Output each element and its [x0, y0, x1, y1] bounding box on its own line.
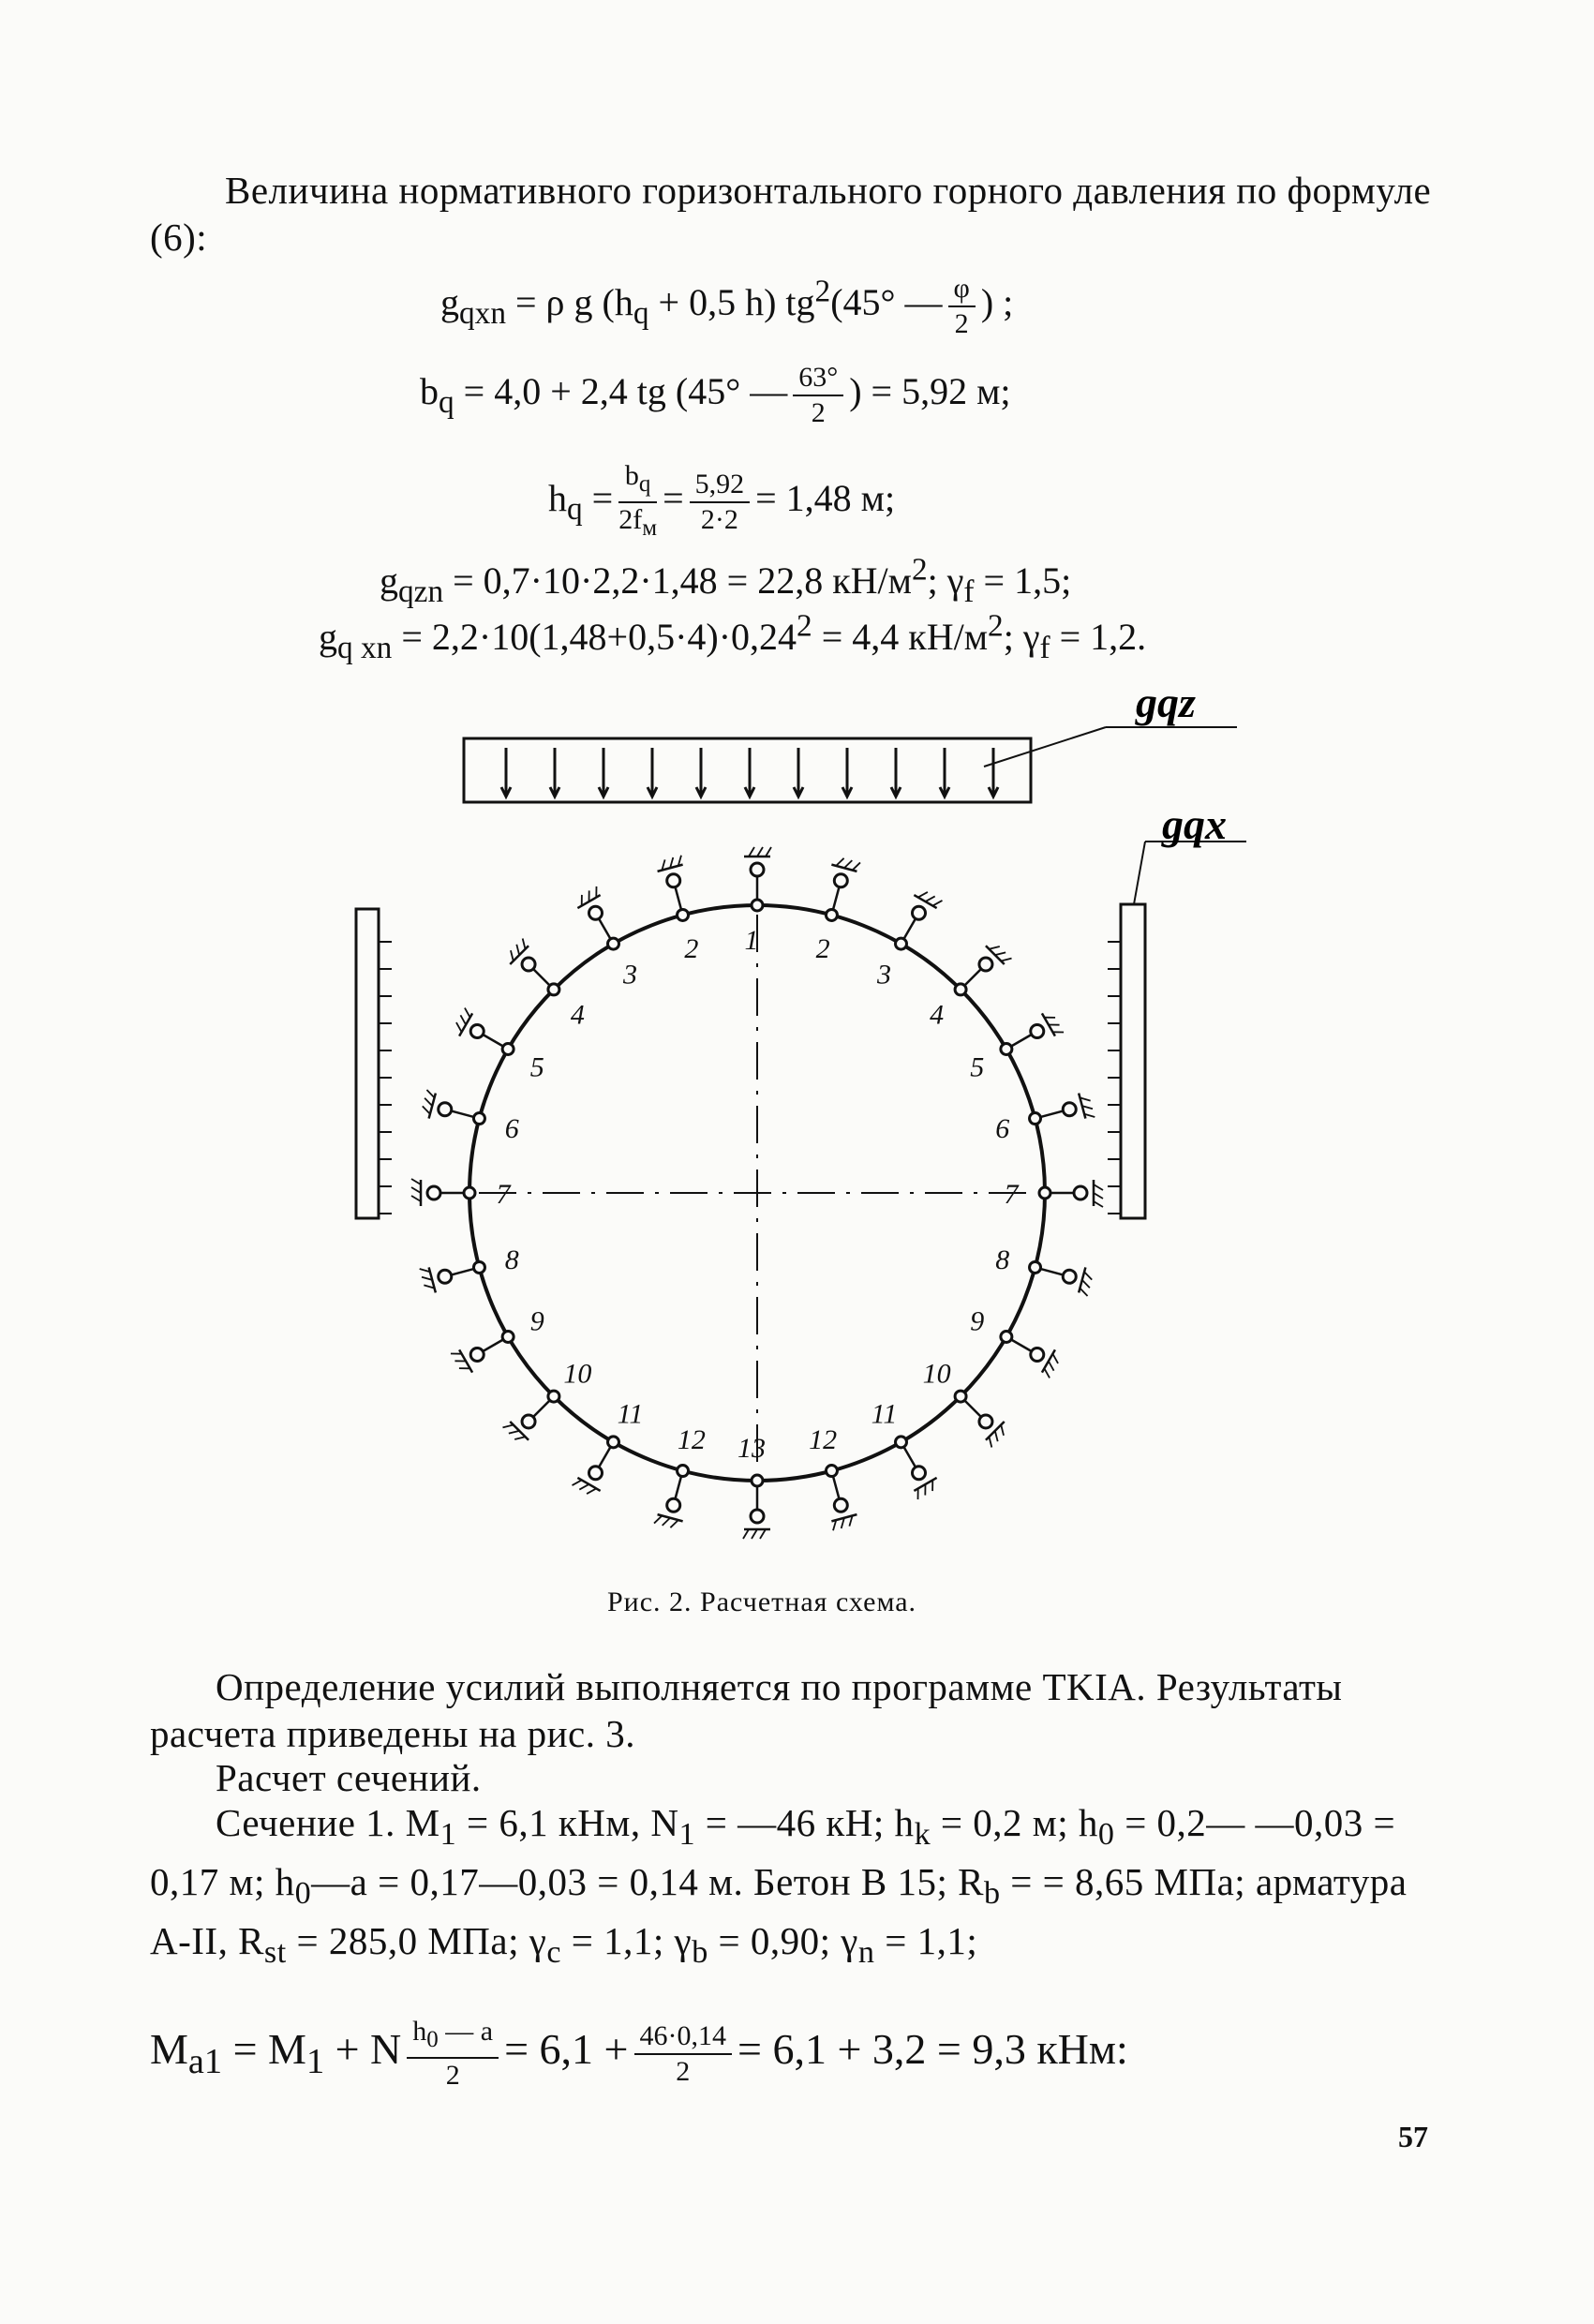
support-hatch	[757, 847, 763, 857]
design-scheme-figure	[0, 675, 1594, 1593]
support-hatch	[426, 1090, 434, 1097]
support-hatch	[836, 858, 843, 866]
support-hatch	[844, 860, 852, 868]
support-hatch	[516, 945, 519, 955]
support-hatch	[509, 1431, 519, 1434]
load-bar-right	[1121, 904, 1145, 1218]
support-hinge	[751, 1510, 764, 1523]
leader-gqx	[1134, 842, 1145, 904]
support-hinge	[470, 1348, 484, 1362]
node-number: 4	[570, 999, 585, 1031]
support-hinge	[439, 1270, 452, 1283]
support-hatch	[995, 1431, 998, 1441]
support-hatch	[411, 1196, 421, 1201]
support-hinge	[1063, 1270, 1076, 1283]
label-gqx: gqx	[1162, 800, 1227, 848]
support-hatch	[1094, 1193, 1103, 1199]
support-hatch	[502, 1424, 513, 1427]
support-hinge	[979, 1415, 992, 1428]
support-hinge	[548, 1391, 559, 1402]
support-hatch	[654, 1515, 662, 1523]
figure-caption: Рис. 2. Расчетная схема.	[607, 1587, 917, 1617]
formula-bq: $b_q = 4,0 + 2,4$ tg (45° — $\frac{63^\circ}{2}$ ) = 5,92 м;	[420, 362, 1011, 428]
support-hinge	[608, 938, 619, 949]
support-hatch	[1044, 1368, 1050, 1378]
support-hatch	[411, 1179, 421, 1184]
node-number: 10	[563, 1358, 592, 1390]
support-hatch	[853, 862, 860, 870]
support-hatch	[423, 1106, 430, 1113]
node-number: 3	[877, 959, 891, 991]
node-number: 7	[1004, 1179, 1019, 1210]
formula-ma1: $M_{a1} = M_1 + N$ $\frac{h_0 — a}{2}$ = 6,1 + $\frac{46\cdot 0,14}{2}$ = 6,1 + 3,2 = 9,3 кНм:	[150, 2016, 1128, 2091]
support-hinge	[752, 1475, 763, 1486]
support-hatch	[523, 938, 526, 948]
support-hinge	[1030, 1261, 1041, 1273]
intro-paragraph: Величина нормативного горизонтального горного давления по формуле (6):	[150, 169, 1432, 259]
page-number: 57	[1398, 2120, 1428, 2153]
node-number: 2	[815, 933, 830, 965]
support-hatch	[573, 1480, 582, 1485]
support-hatch	[760, 1529, 766, 1539]
support-hatch	[587, 1488, 596, 1494]
paragraph-program: Определение усилий выполняется по программе TKIA. Результаты расчета приведены на рис. 3.	[150, 1665, 1343, 1755]
support-hinge	[913, 906, 926, 919]
support-hinge	[439, 1103, 452, 1116]
paragraph-sections: Расчет сечений.	[216, 1756, 482, 1799]
support-hinge	[502, 1044, 514, 1055]
support-hatch	[411, 1187, 421, 1193]
node-number: 8	[504, 1244, 519, 1276]
support-hatch	[989, 946, 999, 949]
node-number: 1	[744, 925, 759, 956]
support-hatch	[926, 896, 935, 901]
paragraph-section-1: Сечение 1. $M_1 = 6,1$ кНм, $N_1$ = —46 кН; $h_k = 0,2$ м; $h_0$ = 0,2— —0,03 = 0,17 м; $h_0—a$ = 0,17—0,03 = 0,14 м. Бетон В 15; $R_b$ = = 8,65 МПа; арматура А-II, $R_{st} = 285,0$ МПа; $\gamma_c = 1,1$; $\gamma_b = 0,90$; $\gamma_n = 1,1$;	[150, 1801, 1408, 1971]
leader-gqz	[984, 727, 1106, 767]
node-number: 9	[529, 1305, 544, 1337]
support-hinge	[1030, 1113, 1041, 1125]
support-hinge	[1074, 1186, 1087, 1199]
support-hatch	[425, 1098, 432, 1106]
support-hinge	[826, 909, 837, 920]
support-hinge	[1039, 1187, 1050, 1199]
node-number: 5	[529, 1051, 544, 1083]
support-hatch	[1094, 1201, 1103, 1207]
support-hatch	[514, 1437, 525, 1439]
formula-gqxn-value: $g_{q xn} = 2,2\cdot 10(1,48+0,5\cdot 4)\cdot 0,24^2 = 4,4$ $кН/м^2$; $\gamma_f = 1,2$.	[319, 609, 1147, 666]
support-hinge	[1063, 1103, 1076, 1116]
support-hatch	[1001, 1424, 1004, 1435]
support-hatch	[749, 847, 754, 857]
support-hatch	[579, 1484, 588, 1490]
support-hinge	[1001, 1332, 1012, 1343]
node-number: 2	[684, 933, 699, 965]
node-number: 11	[617, 1398, 644, 1430]
support-hatch	[932, 901, 942, 906]
support-hinge	[522, 958, 535, 971]
node-number: 8	[995, 1244, 1010, 1276]
support-hatch	[465, 1008, 470, 1018]
node-number: 12	[809, 1423, 838, 1455]
support-hatch	[1094, 1184, 1103, 1190]
node-number: 7	[496, 1179, 511, 1210]
support-hatch	[1084, 1272, 1092, 1279]
support-hinge	[667, 874, 680, 887]
support-hinge	[678, 1466, 689, 1477]
support-hatch	[989, 1437, 991, 1447]
support-hinge	[752, 900, 763, 911]
support-hinge	[1001, 1044, 1012, 1055]
support-hatch	[743, 1529, 749, 1539]
formula-hq: $h_q$ = $\frac{b_q}{2f_м}$ = $\frac{5,92}{2\cdot 2}$ = 1,48 м;	[548, 460, 896, 541]
support-hatch	[995, 952, 1006, 955]
support-hinge	[913, 1467, 926, 1480]
support-hinge	[608, 1437, 619, 1448]
support-hatch	[670, 1520, 678, 1527]
node-number: 5	[970, 1051, 985, 1083]
support-hatch	[1052, 1354, 1058, 1363]
support-hatch	[511, 950, 514, 961]
label-gqz: gqz	[1136, 678, 1196, 726]
support-hinge	[955, 1391, 966, 1402]
support-hinge	[955, 984, 966, 995]
support-hinge	[502, 1332, 514, 1343]
support-hatch	[1001, 959, 1011, 961]
support-hatch	[766, 847, 771, 857]
support-hinge	[979, 958, 992, 971]
support-hinge	[826, 1466, 837, 1477]
support-hinge	[589, 1467, 603, 1480]
support-hatch	[456, 1022, 462, 1032]
node-number: 13	[737, 1433, 766, 1464]
support-hinge	[751, 863, 764, 876]
support-hatch	[460, 1015, 466, 1024]
support-hinge	[678, 909, 689, 920]
support-hinge	[834, 1498, 847, 1512]
node-number: 6	[504, 1112, 519, 1144]
support-hatch	[1082, 1280, 1090, 1288]
support-hinge	[589, 906, 603, 919]
support-hinge	[473, 1113, 484, 1125]
support-hatch	[918, 892, 928, 898]
support-hinge	[896, 938, 907, 949]
support-hinge	[834, 874, 847, 887]
support-hinge	[1031, 1025, 1044, 1038]
support-hatch	[752, 1529, 757, 1539]
support-hinge	[427, 1186, 440, 1199]
node-number: 11	[871, 1398, 898, 1430]
support-hinge	[473, 1261, 484, 1273]
load-bar-left	[356, 909, 379, 1218]
node-number: 6	[995, 1112, 1010, 1144]
node-number: 4	[930, 999, 945, 1031]
support-hinge	[1031, 1348, 1044, 1362]
formula-gqzn: $g_{qzn} = 0,7\cdot 10\cdot 2,2\cdot 1,48 = 22,8$ $кН/м^2$; $\gamma_f = 1,5$;	[380, 553, 1072, 610]
node-number: 9	[970, 1305, 985, 1337]
node-number: 12	[677, 1423, 706, 1455]
node-number: 3	[623, 959, 637, 991]
node-number: 10	[922, 1358, 951, 1390]
support-hinge	[896, 1437, 907, 1448]
support-hatch	[663, 1518, 670, 1526]
support-hinge	[470, 1025, 484, 1038]
support-hinge	[522, 1415, 535, 1428]
support-hinge	[667, 1498, 680, 1512]
support-hatch	[1049, 1362, 1054, 1371]
support-hinge	[464, 1187, 475, 1199]
formula-gqxn: $g_{qxn} = \rho$ g ($h_q + 0,5$ h) $tg^2(45^\circ$ — $\frac{\varphi}{2}$ ) ;	[440, 273, 1014, 339]
support-hinge	[548, 984, 559, 995]
support-hatch	[1080, 1289, 1087, 1296]
